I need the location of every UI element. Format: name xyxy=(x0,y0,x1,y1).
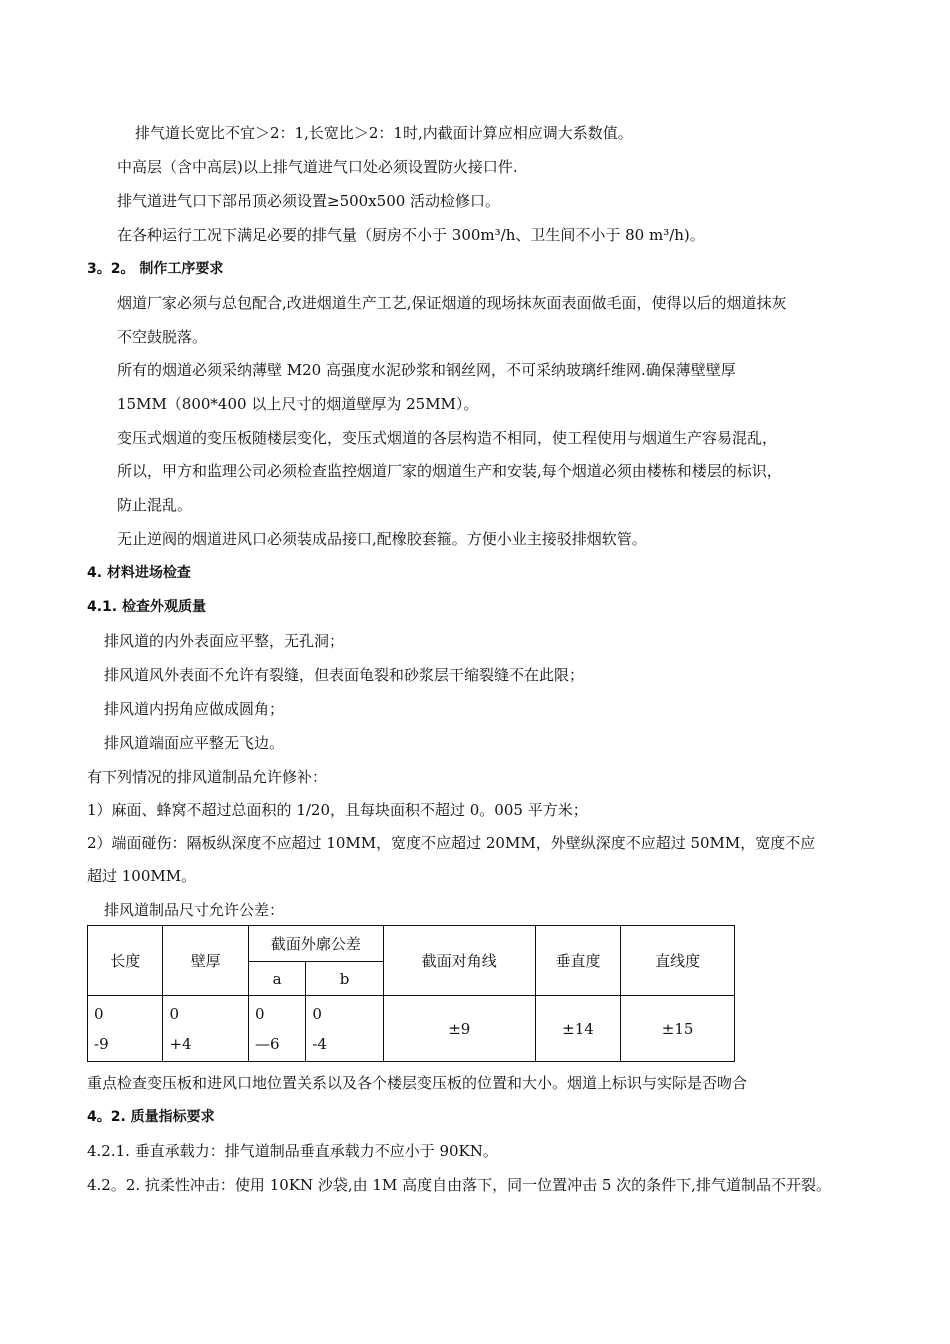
cell-vertical: ±14 xyxy=(535,996,621,1062)
tolerance-table xyxy=(87,925,735,1062)
paragraph: 不空鼓脱落。 xyxy=(117,328,208,346)
paragraph: 排风道端面应平整无飞边。 xyxy=(104,734,285,752)
cell-a xyxy=(248,996,305,1062)
paragraph: 排气道长宽比不宜＞2：1,长宽比＞2：1时,内截面计算应相应调大系数值。 xyxy=(135,124,633,142)
header-length: 长度 xyxy=(88,926,163,996)
header-outer-tolerance: 截面外廓公差 xyxy=(248,926,383,962)
paragraph: 有下列情况的排风道制品允许修补： xyxy=(87,768,328,786)
paragraph: 超过 100MM。 xyxy=(87,867,197,885)
section-heading: 3。2。 制作工序要求 xyxy=(87,261,224,277)
cell-value: -9 xyxy=(94,1034,109,1053)
paragraph: 15MM（800*400 以上尺寸的烟道壁厚为 25MM）。 xyxy=(117,395,479,413)
cell-value: 0 xyxy=(169,1004,179,1023)
paragraph: 防止混乱。 xyxy=(117,496,193,514)
cell-length xyxy=(88,996,163,1062)
paragraph: 排风道风外表面不允许有裂缝，但表面龟裂和砂浆层干缩裂缝不在此限； xyxy=(104,666,585,684)
paragraph: 无止逆阀的烟道进风口必须装成品接口,配橡胶套箍。方便小业主接驳排烟软管。 xyxy=(117,530,647,548)
cell-value: 0 xyxy=(94,1004,104,1023)
paragraph: 4.2.1. 垂直承载力：排气道制品垂直承载力不应小于 90KN。 xyxy=(87,1142,498,1160)
header-diagonal: 截面对角线 xyxy=(383,926,535,996)
paragraph: 烟道厂家必须与总包配合,改进烟道生产工艺,保证烟道的现场抹灰面表面做毛面，使得以后的烟道抹灰 xyxy=(117,294,787,312)
paragraph: 排风道的内外表面应平整，无孔洞； xyxy=(104,632,345,650)
cell-value: +4 xyxy=(169,1034,192,1053)
paragraph: 排风道内拐角应做成圆角； xyxy=(104,700,285,718)
cell-value: 0 xyxy=(312,1004,322,1023)
section-heading: 4。2. 质量指标要求 xyxy=(87,1109,215,1125)
header-straight: 直线度 xyxy=(621,926,735,996)
paragraph: 中高层（含中高层)以上排气道进气口处必须设置防火接口件. xyxy=(117,158,518,176)
paragraph: 所有的烟道必须采纳薄壁 M20 高强度水泥砂浆和钢丝网，不可采纳玻璃纤维网.确保薄壁壁厚 xyxy=(117,361,736,379)
cell-value: —6 xyxy=(254,1034,280,1053)
cell-b xyxy=(306,996,383,1062)
cell-straight: ±15 xyxy=(621,996,735,1062)
cell-value: -4 xyxy=(312,1034,327,1053)
header-a: a xyxy=(248,962,305,996)
header-vertical: 垂直度 xyxy=(535,926,621,996)
section-heading: 4. 材料进场检查 xyxy=(87,565,191,581)
header-wall: 壁厚 xyxy=(163,926,249,996)
paragraph: 2）端面碰伤：隔板纵深度不应超过 10MM，宽度不应超过 20MM，外壁纵深度不应超过 50MM，宽度不应 xyxy=(87,834,816,852)
paragraph: 在各种运行工况下满足必要的排气量（厨房不小于 300m³/h、卫生间不小于 80 m³/h)。 xyxy=(117,226,705,244)
paragraph: 排气道进气口下部吊顶必须设置≥500x500 活动检修口。 xyxy=(117,192,501,210)
paragraph: 4.2。2. 抗柔性冲击：使用 10KN 沙袋,由 1M 高度自由落下，同一位置冲击 5 次的条件下,排气道制品不开裂。 xyxy=(87,1176,831,1194)
cell-value: 0 xyxy=(254,1004,265,1023)
header-b: b xyxy=(306,962,383,996)
section-heading: 4.1. 检查外观质量 xyxy=(87,599,206,615)
cell-diagonal: ±9 xyxy=(383,996,535,1062)
paragraph: 变压式烟道的变压板随楼层变化，变压式烟道的各层构造不相同，使工程使用与烟道生产容易混乱， xyxy=(117,429,778,447)
paragraph: 1）麻面、蜂窝不超过总面积的 1/20，且每块面积不超过 0。005 平方米； xyxy=(87,801,588,819)
cell-wall xyxy=(163,996,249,1062)
paragraph: 重点检查变压板和进风口地位置关系以及各个楼层变压板的位置和大小。烟道上标识与实际是否吻合 xyxy=(87,1074,748,1092)
paragraph: 所以，甲方和监理公司必须检查监控烟道厂家的烟道生产和安装,每个烟道必须由楼栋和楼层的标识， xyxy=(117,462,782,480)
paragraph: 排风道制品尺寸允许公差： xyxy=(104,901,285,919)
